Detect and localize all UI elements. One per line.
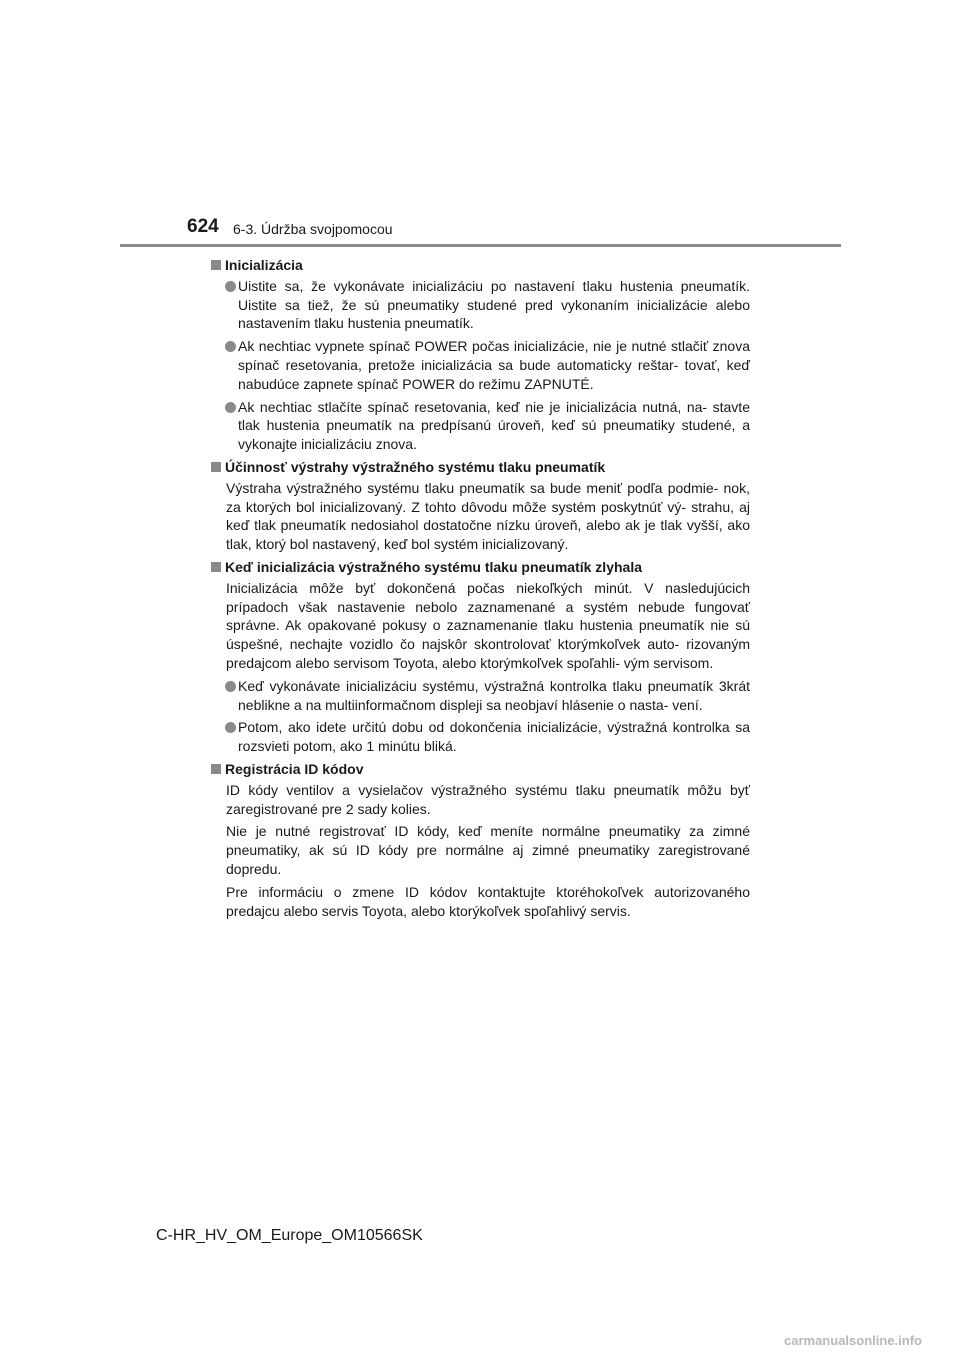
square-bullet-icon	[211, 462, 221, 472]
bullet-item	[210, 718, 750, 756]
circle-bullet-icon	[225, 281, 236, 292]
paragraph	[210, 883, 750, 921]
circle-bullet-icon	[225, 722, 236, 733]
body-text: ID kódy ventilov a vysielačov výstražného systému tlaku pneumatík môžu byť zaregistrované pre 2 sady kolies.	[226, 781, 750, 817]
circle-bullet-icon	[225, 341, 236, 352]
section-title: 6-3. Údržba svojpomocou	[233, 221, 393, 237]
section	[210, 558, 750, 756]
paragraph	[210, 822, 750, 878]
body-text: Pre informáciu o zmene ID kódov kontaktujte ktoréhokoľvek autorizovaného predajcu alebo servis Toyota, alebo ktorýkoľvek spoľahlivý servis.	[226, 883, 750, 919]
header-rule	[120, 244, 841, 247]
bullet-item	[210, 337, 750, 393]
square-bullet-icon	[211, 260, 221, 270]
body-text: Výstraha výstražného systému tlaku pneumatík sa bude meniť podľa podmie- nok, za ktorých bol inicializovaný. Z tohto dôvodu môže systém poskytnúť vý- strahu, aj keď tlak pneumatík nedosiahol dostatočne nízku úroveň, alebo ak je tlak vyšší, ako tlak, ktorý bol nastavený, keď bol systém inicializovaný.	[226, 479, 750, 553]
body-text: Uistite sa, že vykonávate inicializáciu po nastavení tlaku hustenia pneumatík. Uistite sa tiež, že sú pneumatiky studené pred vykonaním inicializácie alebo nastavením tlaku hustenia pneumatík.	[238, 277, 750, 332]
footer-doc-code: C-HR_HV_OM_Europe_OM10566SK	[156, 1227, 423, 1244]
section-heading-text: Registrácia ID kódov	[225, 760, 364, 777]
section	[210, 760, 750, 920]
body-text: Keď vykonávate inicializáciu systému, výstražná kontrolka tlaku pneumatík 3krát neblikne a na multiinformačnom displeji sa neobjaví hlásenie o nasta- vení.	[238, 677, 750, 713]
body-text: Ak nechtiac vypnete spínač POWER počas inicializácie, nie je nutné stlačiť znova spínač resetovania, pretože inicializácia sa bude automaticky reštar- tovať, keď nabudúce zapnete spínač POWER do režimu ZAPNUTÉ.	[238, 338, 750, 392]
paragraph	[210, 479, 750, 554]
paragraph	[210, 781, 750, 819]
section-heading	[210, 760, 750, 779]
square-bullet-icon	[211, 562, 221, 572]
bullet-item	[210, 677, 750, 715]
section-heading	[210, 558, 750, 577]
paragraph	[210, 579, 750, 673]
section-heading-text: Účinnosť výstrahy výstražného systému tlaku pneumatík	[225, 458, 606, 475]
section-heading	[210, 256, 750, 275]
section-heading	[210, 458, 750, 477]
body-text: Nie je nutné registrovať ID kódy, keď meníte normálne pneumatiky za zimné pneumatiky, ak sú ID kódy pre normálne aj zimné pneumatiky zaregistrované dopredu.	[226, 823, 750, 877]
body-text: Ak nechtiac stlačíte spínač resetovania, keď nie je inicializácia nutná, na- stavte tlak hustenia pneumatík na predpísanú úroveň, keď sú pneumatiky studené, a vykonajte inicializáciu znova.	[238, 398, 750, 453]
section	[210, 458, 750, 554]
section-heading-text: Inicializácia	[225, 257, 303, 273]
section	[210, 256, 750, 454]
bullet-item	[210, 398, 750, 454]
body-text: Inicializácia môže byť dokončená počas niekoľkých minút. V nasledujúcich prípadoch však nastavenie nebolo zaznamenané a systém nebude fungovať správne. Ak opakované pokusy o zaznamenanie tlaku hustenia pneumatík nie sú úspešné, nechajte vozidlo čo najskôr skontrolovať ktorýmkoľvek auto- rizovaným predajcom alebo servisom Toyota, alebo ktorýmkoľvek spoľahli- vým servisom.	[226, 579, 750, 671]
watermark: carmanualsonline.info	[784, 1333, 922, 1348]
page-number: 624	[187, 216, 219, 237]
body-text: Potom, ako idete určitú dobu od dokončenia inicializácie, výstražná kontrolka sa rozsvieti potom, ako 1 minútu bliká.	[238, 719, 750, 755]
circle-bullet-icon	[225, 681, 236, 692]
square-bullet-icon	[211, 764, 221, 774]
bullet-item	[210, 277, 750, 333]
circle-bullet-icon	[225, 402, 236, 413]
section-heading-text: Keď inicializácia výstražného systému tlaku pneumatík zlyhala	[225, 558, 642, 575]
content	[210, 256, 750, 924]
